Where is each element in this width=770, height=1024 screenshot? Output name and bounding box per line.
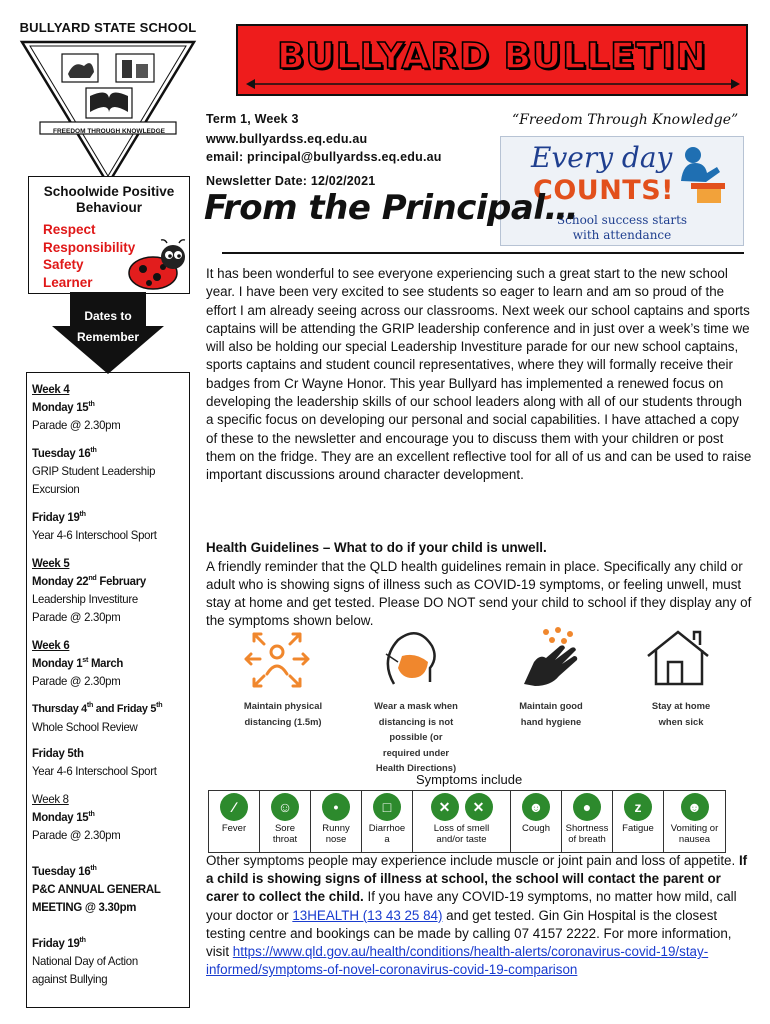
symptom-cell (511, 791, 562, 853)
event-text: Year 4-6 Interschool Sport (32, 528, 157, 542)
principal-heading: From the Principal… (204, 188, 578, 228)
guideline-label-mask (356, 698, 476, 776)
face-mask-icon (372, 626, 444, 692)
guideline-line: possible (or (389, 731, 443, 742)
symptom-cell (209, 791, 260, 853)
health-body: A friendly reminder that the QLD health guidelines remain in place. Specifically any child or adult who is showing signs of illness such as COVID-19 symptoms, or feeling unwell, must stay at home and get tested. Please DO NOT send your child to school if they display any of the symptoms shown below. (206, 559, 752, 628)
date-suffix: th (156, 700, 163, 710)
event-text: P&C ANNUAL GENERAL (32, 882, 161, 896)
newsletter-banner (236, 24, 748, 96)
event-text: Whole School Review (32, 720, 138, 734)
value-learner: Learner (43, 274, 93, 290)
symptom-label: Loss of smell (433, 823, 490, 834)
attendance-line-1: Every day (531, 141, 673, 174)
date-item (32, 808, 95, 826)
dates-label-2: Remember (76, 330, 140, 344)
event-text: Parade @ 2.30pm (32, 674, 121, 688)
cough-icon: ☻ (522, 793, 550, 821)
guideline-line: distancing (1.5m) (244, 715, 322, 727)
double-arrow-icon (246, 78, 740, 90)
symptom-cell (260, 791, 311, 853)
other-symptoms-text (206, 852, 754, 979)
date-text: Friday 19 (32, 936, 80, 950)
guideline-line: Wear a mask when (374, 700, 458, 711)
symptom-cell (413, 791, 511, 853)
heading-divider (222, 252, 744, 254)
event-text: Leadership Investiture (32, 592, 138, 606)
hand-hygiene-icon (516, 626, 588, 692)
health-heading: Health Guidelines – What to do if your child is unwell. (206, 540, 547, 555)
no-smell-icon: ✕ (431, 793, 459, 821)
guideline-label-home (626, 698, 736, 729)
dates-to-remember-label (52, 306, 164, 348)
symptom-cell (362, 791, 413, 853)
date-text: Monday 15 (32, 400, 89, 414)
guideline-line: when sick (658, 715, 704, 727)
symptom-label: Fever (221, 823, 247, 834)
symptom-label: Runny (322, 823, 350, 834)
date-text: and Friday 5 (93, 703, 157, 715)
behaviour-title-2: Behaviour (75, 200, 143, 215)
symptom-label: Fatigue (622, 823, 654, 834)
school-website[interactable]: www.bullyardss.eq.edu.au (206, 132, 368, 146)
date-item (32, 398, 95, 416)
date-item (32, 444, 97, 462)
symptom-label: throat (272, 833, 298, 845)
date-item (32, 508, 86, 526)
student-desk-icon (673, 145, 729, 205)
date-item (32, 572, 146, 590)
symptom-label: Diarrhoe (368, 823, 406, 834)
date-suffix: nd (88, 573, 97, 582)
date-item (32, 862, 97, 880)
date-text: Tuesday 16 (32, 864, 91, 878)
thermometer-icon: ∕ (220, 793, 248, 821)
event-text: Parade @ 2.30pm (32, 418, 121, 432)
symptom-label: a (384, 833, 390, 845)
physical-distancing-icon (240, 626, 314, 692)
guideline-line: hand hygiene (520, 715, 582, 727)
guideline-line: Maintain physical (243, 700, 323, 711)
date-item: Friday 5th (32, 746, 84, 760)
symptom-label: and/or taste (436, 833, 487, 845)
newsletter-date: Newsletter Date: 12/02/2021 (206, 174, 376, 188)
date-suffix: th (90, 445, 97, 454)
week-heading: Week 8 (32, 792, 69, 806)
other-text-2: If you have any COVID-19 symptoms, no matter how mild, call your doctor or (206, 889, 737, 923)
symptom-label: Shortness (565, 823, 609, 834)
symptom-cell (613, 791, 664, 853)
date-suffix: th (88, 809, 95, 818)
symptom-label: nose (325, 833, 347, 845)
event-text: Parade @ 2.30pm (32, 610, 121, 624)
ladybug-icon (127, 239, 187, 291)
date-text: Thursday 4 (32, 703, 87, 715)
attendance-tagline-2: with attendance (572, 228, 672, 242)
value-respect: Respect (43, 222, 96, 237)
date-text: March (88, 656, 124, 670)
symptom-cell (311, 791, 362, 853)
runny-nose-icon: • (322, 793, 350, 821)
toilet-icon: □ (373, 793, 401, 821)
date-item (32, 934, 86, 952)
symptom-label: Cough (522, 823, 550, 834)
attendance-line-2: COUNTS! (533, 175, 674, 206)
qld-health-link[interactable]: https://www.qld.gov.au/health/conditions/health-alerts/coronavirus-covid-19/stay-informed/symptoms-of-novel-coronavirus-covid-19-comparison (206, 944, 709, 978)
date-suffix: th (79, 509, 86, 518)
date-text: Monday 15 (32, 810, 89, 824)
behaviour-values (43, 221, 135, 291)
event-text: National Day of Action (32, 954, 138, 968)
no-taste-icon: ✕ (465, 793, 493, 821)
symptom-cell (664, 791, 726, 853)
symptoms-title: Symptoms include (416, 772, 523, 787)
term-week: Term 1, Week 3 (206, 112, 299, 126)
week-heading: Week 4 (32, 382, 70, 396)
event-text: Excursion (32, 482, 80, 496)
school-crest-logo (18, 34, 198, 190)
guideline-label-hygiene (496, 698, 606, 729)
week-heading: Week 6 (32, 638, 70, 652)
crest-motto: FREEDOM THROUGH KNOWLEDGE (53, 128, 165, 135)
date-text: Monday 1 (32, 656, 83, 670)
event-text: GRIP Student Leadership (32, 464, 156, 478)
guideline-label-distancing (228, 698, 338, 729)
13health-link[interactable]: 13HEALTH (13 43 25 84) (292, 907, 443, 923)
guideline-line: distancing is not (378, 715, 454, 727)
date-suffix: th (79, 935, 86, 944)
date-suffix: th (90, 863, 97, 872)
behaviour-title-1: Schoolwide Positive (43, 184, 175, 199)
date-suffix: th (88, 399, 95, 408)
shortness-of-breath-icon: ● (573, 793, 601, 821)
stay-home-icon (644, 626, 716, 692)
principal-message: It has been wonderful to see everyone experiencing such a great start to the new school year. I have been very excited to see students so eager to learn and am so proud of the effort I am already seeing across our classrooms. Next week our school captains and sports captains will be attending the GRIP leadership conference and in just over a week’s time we will also be holding our special Leadership Investiture parade for our new school captains, sports captains and student council representatives, where they will formally receive their badges from Cr Wayne Honor. This year Bullyard has implemented a renewed focus on developing the leadership skills of our school leaders along with all of our students through a specific focus on developing our personal and social capabilities. I have attached a copy of these to the newsletter and encourage you to discuss them with your children or post them on the fridge. They are an excellent reflective tool for all of us and can be used to raise important discussions around character development. (206, 266, 752, 483)
newsletter-title: BULLYARD BULLETIN (277, 36, 707, 77)
value-responsibility: Responsibility (43, 239, 136, 255)
event-text: MEETING @ 3.30pm (32, 900, 137, 914)
symptom-label: of breath (568, 833, 606, 845)
date-text: February (96, 574, 146, 588)
symptom-label: Vomiting or (670, 823, 719, 834)
sore-throat-icon: ☺ (271, 793, 299, 821)
date-item (32, 700, 162, 718)
other-text-bold: If a child is showing signs of illness at school, the school will contact the parent or carer to collect the child. (206, 853, 748, 905)
symptom-cell (562, 791, 613, 853)
date-suffix: st (82, 655, 89, 664)
value-safety: Safety (43, 257, 84, 272)
symptom-label: nausea (678, 833, 711, 845)
guideline-line: Stay at home (651, 700, 711, 711)
guideline-line: required under (382, 746, 450, 758)
symptoms-table (208, 790, 726, 853)
date-text: Monday 22 (32, 574, 89, 588)
behaviour-title (29, 184, 189, 216)
other-text-3: and get tested. Gin Gin Hospital is the closest testing centre and bookings can be made by calling 07 4157 2222. For more information, visit (206, 907, 732, 960)
motto-quote: “Freedom Through Knowledge” (512, 112, 739, 128)
other-text-1: Other symptoms people may experience include muscle or joint pain and loss of appetite. (206, 853, 739, 868)
symptom-label: Sore (274, 823, 296, 834)
fatigue-icon: z (624, 793, 652, 821)
guideline-line: Maintain good (519, 700, 583, 711)
positive-behaviour-box (28, 176, 190, 294)
date-text: Tuesday 16 (32, 446, 91, 460)
date-suffix: th (86, 700, 94, 710)
vomiting-icon: ☻ (681, 793, 709, 821)
week-heading: Week 5 (32, 556, 70, 570)
event-text: Parade @ 2.30pm (32, 828, 121, 842)
date-item (32, 654, 123, 672)
event-text: Year 4-6 Interschool Sport (32, 764, 157, 778)
guideline-line: Health Directions) (375, 762, 457, 773)
school-name: BULLYARD STATE SCHOOL (19, 20, 197, 35)
date-text: Friday 19 (32, 510, 80, 524)
dates-label-1: Dates to (84, 309, 132, 323)
principal-email[interactable]: email: principal@bullyardss.eq.edu.au (206, 150, 442, 164)
attendance-tagline-1: School success starts (556, 213, 688, 227)
event-text: against Bullying (32, 972, 108, 986)
